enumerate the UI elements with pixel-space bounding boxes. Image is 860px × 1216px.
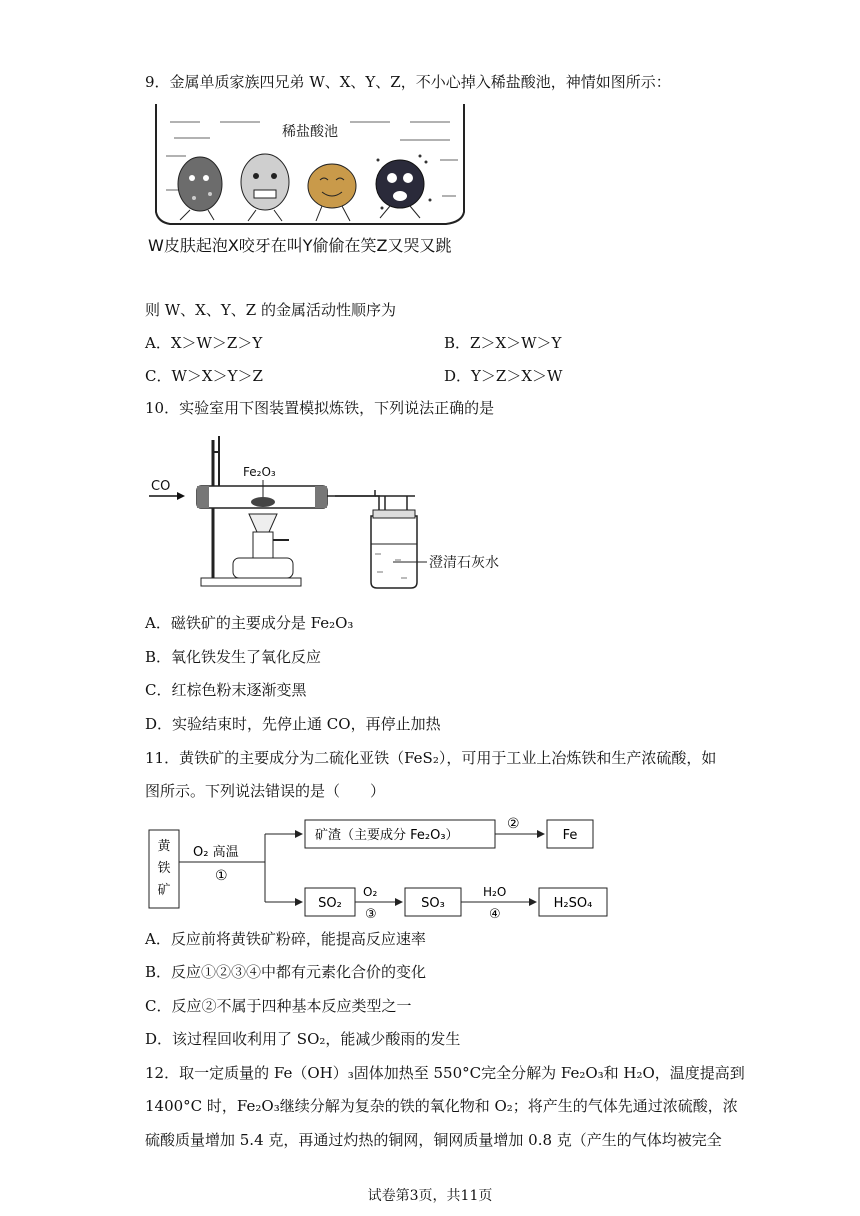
so3-label: SO₃ (421, 896, 445, 911)
metal-z-character (376, 155, 432, 219)
so2-label: SO₂ (318, 896, 342, 911)
q12-line3: 硫酸质量增加 5.4 克，再通过灼热的铜网，铜网质量增加 0.8 克（产生的气体均被完全 (145, 1131, 722, 1149)
q9-option-d: D．Y＞Z＞X＞W (444, 367, 563, 385)
h2so4-label: H₂SO₄ (553, 896, 593, 911)
metal-x-character (241, 154, 289, 221)
page-footer: 试卷第3页，共11页 (367, 1188, 493, 1204)
svg-text:铁: 铁 (157, 861, 171, 876)
q10-option-d: D．实验结束时，先停止通 CO，再停止加热 (145, 715, 441, 733)
q11-option-d: D．该过程回收利用了 SO₂，能减少酸雨的发生 (145, 1030, 461, 1048)
fe-label: Fe (562, 828, 578, 843)
slag-label: 矿渣（主要成分 Fe₂O₃） (315, 828, 459, 843)
limewater-label: 澄清石灰水 (429, 555, 499, 571)
q11-option-b: B．反应①②③④中都有元素化合价的变化 (145, 963, 427, 981)
acid-pool-title: 稀盐酸池 (282, 124, 338, 140)
step4-label: ④ (489, 907, 501, 922)
q9-figure (150, 100, 470, 230)
q10-apparatus-figure (145, 432, 515, 592)
q11-stem-line1: 11．黄铁矿的主要成分为二硫化亚铁（FeS₂），可用于工业上冶炼铁和生产浓硫酸，如 (145, 749, 717, 767)
pyrite-flow-diagram (145, 812, 615, 922)
q10-stem: 10．实验室用下图装置模拟炼铁，下列说法正确的是 (145, 399, 495, 417)
co-label: CO (151, 479, 171, 494)
metal-y-character (308, 164, 356, 221)
step3-label: ③ (365, 907, 377, 922)
pyrite-label (157, 839, 171, 898)
svg-text:矿: 矿 (157, 883, 171, 898)
acid-pool-illustration (150, 100, 470, 230)
q10-option-b: B．氧化铁发生了氧化反应 (145, 648, 322, 666)
step1-label: ① (215, 868, 228, 884)
q9-option-c: C．W＞X＞Y＞Z (145, 367, 263, 385)
q9-question: 则 W、X、Y、Z 的金属活动性顺序为 (145, 301, 396, 319)
q12-line1: 12．取一定质量的 Fe（OH）₃固体加热至 550°C完全分解为 Fe₂O₃和 H₂O，温度提高到 (145, 1064, 745, 1082)
q11-stem-line2: 图所示。下列说法错误的是（ ） (145, 782, 386, 800)
step2-label: ② (507, 816, 520, 832)
q11-option-c: C．反应②不属于四种基本反应类型之一 (145, 997, 412, 1015)
q10-option-c: C．红棕色粉末逐渐变黑 (145, 681, 307, 699)
cond1-label: O₂ 高温 (193, 845, 239, 860)
o2-label: O₂ (363, 885, 378, 899)
q9-option-b: B．Z＞X＞W＞Y (444, 334, 562, 352)
q9-stem: 9．金属单质家族四兄弟 W、X、Y、Z，不小心掉入稀盐酸池，神情如图所示： (145, 73, 671, 91)
q11-option-a: A．反应前将黄铁矿粉碎，能提高反应速率 (145, 930, 426, 948)
fe2o3-label: Fe₂O₃ (243, 465, 276, 479)
svg-text:黄: 黄 (157, 839, 171, 854)
q10-option-a: A．磁铁矿的主要成分是 Fe₂O₃ (145, 614, 354, 632)
q9-figure-caption: W皮肤起泡X咬牙在叫Y偷偷在笑Z又哭又跳 (148, 236, 452, 255)
q11-flowchart (145, 812, 615, 922)
metal-w-character (178, 157, 222, 220)
h2o-label: H₂O (483, 885, 507, 899)
iron-smelting-apparatus (145, 432, 515, 592)
q12-line2: 1400°C 时，Fe₂O₃继续分解为复杂的铁的氧化物和 O₂；将产生的气体先通过浓硫酸，浓 (145, 1097, 738, 1115)
q9-option-a: A．X＞W＞Z＞Y (145, 334, 263, 352)
